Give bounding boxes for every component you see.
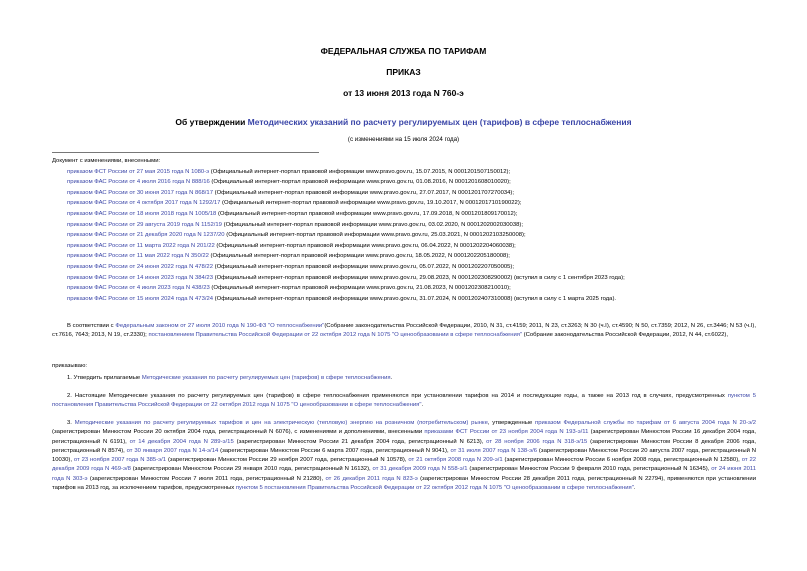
document-type: ПРИКАЗ (386, 67, 421, 77)
amendment-text: (Официальный интернет-портал правовой информации www.pravo.gov.ru, 19.10.2017, N 0001201710190022); (220, 200, 522, 207)
amendment-link[interactable]: приказом ФАС России от 4 июля 2023 года N 438/23 (67, 285, 210, 292)
title-link[interactable]: Методических указаний по расчету регулируемых цен (тарифов) в сфере теплоснабжения (247, 117, 632, 127)
clause-text: (зарегистрирован Минюстом России 29 ноября 2007 года, регистрационный N 10578), (166, 457, 409, 464)
clause-text: (зарегистрирован Минюстом России 6 марта 2007 года, регистрационный N 9041), (218, 447, 451, 454)
preamble-paragraph (52, 322, 756, 341)
amendment-text: (Официальный интернет-портал правовой информации www.pravo.gov.ru, 17.09.2018, N 0001201809170012); (216, 210, 518, 217)
preamble-text: (Собрание законодательства Российской Федерации, 2010, N 31, ст.4159; 2011, N 23, ст.3263; N 30 (ч.I), ст.4590; N 50, ст.7359; 2012, N 26, ст.3446; N 53 (ч.I), ст.7616, 7643; 2013, N 19, ст.2330); (52, 323, 756, 339)
amendment-item (52, 188, 752, 199)
amendment-text: (Официальный интернет-портал правовой информации www.pravo.gov.ru, 06.04.2022, N 0001202204060038); (214, 242, 516, 249)
amendment-link[interactable]: приказом ФСТ России от 27 мая 2015 года N 1080-э (67, 168, 210, 175)
document-title (0, 117, 807, 127)
amendment-text: (Официальный интернет-портал правовой информации www.pravo.gov.ru, 25.03.2021, N 0001202103250008); (224, 232, 526, 239)
amendment-text: (Официальный интернет-портал правовой информации www.pravo.gov.ru, 31.07.2024, N 0001202407310008) (вступил в силу с 1 марта 2025 года). (213, 295, 617, 302)
amendment-text: (Официальный интернет-портал правовой информации www.pravo.gov.ru, 03.02.2020, N 0001202002030038); (221, 221, 523, 228)
clause-text: (зарегистрирован Минюстом России 16 декабря 2004 года, регистрационный N 6191), (52, 429, 756, 445)
amendment-item (52, 251, 752, 262)
document-date: от 13 июня 2013 года N 760-э (343, 88, 464, 98)
clause-text: (зарегистрирован Минюстом России 28 декабря 2011 года, регистрационный N 22794), применяются при установлении тарифов на 2013 год, за исключением тарифов, предусмотренных (52, 475, 756, 492)
title-prefix: Об утверждении (175, 117, 248, 127)
clause-1 (52, 374, 756, 383)
clause-link[interactable]: от 21 октября 2008 года N 209-э/1 (408, 457, 503, 464)
amendment-text: (Официальный интернет-портал правовой информации www.pravo.gov.ru, 29.08.2023, N 0001202308290002) (вступил в силу с 1 сентября 2023 года); (213, 274, 625, 281)
preamble-text: В соответствии с (67, 323, 116, 329)
amendment-link[interactable]: приказом ФАС России от 24 июня 2022 года N 478/22 (67, 263, 213, 270)
clause-link[interactable]: от 23 ноября 2007 года N 385-э/1 (73, 457, 167, 464)
clause-text: (зарегистрирован Минюстом России 21 декабря 2004 года, регистрационный N 6213), (233, 438, 487, 445)
amendment-item (52, 262, 752, 273)
amendment-item (52, 294, 752, 305)
clause-text: (зарегистрирован Минюстом России 20 октября 2004 года, регистрационный N 6076), с изменениями и дополнениями, внесенными (52, 429, 425, 436)
clause-text: 1. Утвердить прилагаемые (67, 375, 142, 381)
decree-clause-link[interactable]: пунктом 5 постановления Правительства Российской Федерации от 22 октября 2012 года N 1075 "О ценообразовании в сфере теплоснабжения" (52, 393, 756, 409)
clause-text: (зарегистрирован Минюстом России 8 декабря 2006 года, регистрационный N 8574), (52, 438, 757, 454)
amendment-item (52, 209, 752, 220)
clause-text: 3. (67, 420, 75, 426)
revision-note: (с изменениями на 15 июля 2024 года) (347, 136, 460, 143)
amendments-heading: Документ с изменениями, внесенными: (52, 158, 161, 164)
clause-link[interactable]: от 26 декабря 2011 года N 823-э (325, 475, 418, 482)
clause-text: (зарегистрирован Минюстом России 7 июля 2011 года, регистрационный N 21280), (87, 475, 326, 482)
clause-text: . (390, 375, 393, 381)
guidelines-link[interactable]: Методические указания по расчету регулируемых цен (тарифов) в сфере теплоснабжения (141, 375, 391, 381)
amendment-item (52, 230, 752, 241)
amendment-item (52, 241, 752, 252)
divider-line (52, 152, 319, 153)
amendment-text: (Официальный интернет-портал правовой информации www.pravo.gov.ru, 18.05.2022, N 0001202205180008); (208, 253, 510, 260)
clause-text: 2. Настоящие Методические указания по расчету регулируемых цен (тарифов) в сфере теплоснабжения применяются при установлении тарифов на 2014 и последующие годы, а также на 2013 год в случаях, предусмотренных (67, 393, 728, 399)
clause-text: (зарегистрирован Минюстом России 20 августа 2007 года, регистрационный N 10030), (52, 447, 757, 464)
amendment-item (52, 167, 752, 178)
clause-link[interactable]: от 31 декабря 2009 года N 558-э/1 (372, 466, 468, 473)
federal-law-link[interactable]: Федеральным законом от 27 июля 2010 года N 190-ФЗ "О теплоснабжении" (115, 323, 325, 329)
clause-link[interactable]: от 14 декабря 2004 года N 289-э/15 (129, 438, 234, 445)
government-decree-link[interactable]: постановлением Правительства Российской Федерации от 22 октября 2012 года N 1075 "О ценообразовании в сфере теплоснабжения" (148, 332, 523, 339)
clause-text: . (633, 485, 636, 492)
clause-text: (зарегистрирован Минюстом России 9 февраля 2010 года, регистрационный N 16345), (467, 466, 712, 473)
amendment-link[interactable]: приказом ФАС России от 29 августа 2019 года N 1152/19 (67, 221, 222, 228)
clause-link[interactable]: от 31 июля 2007 года N 138-э/6 (450, 447, 538, 454)
clause-link[interactable]: от 28 ноября 2006 года N 318-э/15 (486, 438, 588, 445)
amendment-link[interactable]: приказом ФАС России от 30 июня 2017 года N 868/17 (67, 189, 213, 196)
amendment-text: (Официальный интернет-портал правовой информации www.pravo.gov.ru, 27.07.2017, N 0001201707270034); (213, 189, 515, 196)
amendment-link[interactable]: приказом ФАС России от 14 июня 2023 года N 384/23 (67, 274, 213, 281)
amendment-link[interactable]: приказом ФАС России от 18 июля 2018 года N 1005/18 (67, 210, 217, 217)
amendment-link[interactable]: приказом ФАС России от 11 марта 2022 года N 201/22 (67, 242, 215, 249)
amendment-text: (Официальный интернет-портал правовой информации www.pravo.gov.ru, 05.07.2022, N 0001202207050005); (213, 263, 515, 270)
clause-link[interactable]: приказом Федеральной службы по тарифам от 6 августа 2004 года N 20-э/2 (535, 420, 756, 426)
amendment-text: (Официальный интернет-портал правовой информации www.pravo.gov.ru, 15.07.2015, N 0001201507150012); (209, 168, 511, 175)
clause-link[interactable]: Методические указания по расчету регулируемых тарифов и цен на электрическую (тепловую) энергию на розничном (потребительском) рынке (74, 420, 488, 426)
clause-link[interactable]: от 24 июня 2011 года N 303-э (52, 466, 756, 482)
clause-link[interactable]: приказами ФСТ России от 23 ноября 2004 года N 193-э/11 (424, 429, 589, 436)
amendments-list (52, 156, 752, 304)
agency-name: ФЕДЕРАЛЬНАЯ СЛУЖБА ПО ТАРИФАМ (320, 46, 487, 56)
amendment-link[interactable]: приказом ФАС России от 21 декабря 2020 года N 1237/20 (67, 232, 225, 239)
amendment-link[interactable]: приказом ФАС России от 15 июля 2024 года N 473/24 (67, 295, 214, 302)
clause-link[interactable]: от 22 декабря 2009 года N 469-э/8 (52, 457, 756, 473)
amendment-link[interactable]: приказом ФАС России от 4 июля 2016 года N 888/16 (67, 179, 210, 186)
clause-text: , утвержденные (487, 420, 536, 426)
amendment-item (52, 177, 752, 188)
clause-link[interactable]: пунктом 5 постановления Правительства Российской Федерации от 22 октября 2012 года N 1075 "О ценообразовании в сфере теплоснабжения" (235, 485, 634, 492)
clause-link[interactable]: от 30 января 2007 года N 14-э/14 (126, 447, 219, 454)
amendment-link[interactable]: приказом ФАС России от 4 октября 2017 года N 1292/17 (67, 200, 221, 207)
amendment-link[interactable]: приказом ФАС России от 11 мая 2022 года N 350/22 (67, 253, 209, 260)
preamble-text: (Собрание законодательства Российской Федерации, 2012, N 44, ст.6022), (522, 332, 729, 339)
amendment-item (52, 198, 752, 209)
order-word: приказываю: (52, 363, 88, 369)
clause-text: . (421, 402, 424, 409)
clause-text: (зарегистрирован Минюстом России 29 января 2010 года, регистрационный N 16132), (130, 466, 373, 473)
clause-3 (52, 419, 756, 493)
amendment-text: (Официальный интернет-портал правовой информации www.pravo.gov.ru, 01.08.2016, N 0001201608010020); (209, 179, 511, 186)
amendment-item (52, 283, 752, 294)
amendment-item (52, 220, 752, 231)
clause-text: (зарегистрирован Минюстом России 6 ноября 2008 года, регистрационный N 12580), (502, 457, 742, 464)
clause-2 (52, 392, 756, 411)
amendment-item (52, 273, 752, 284)
amendment-text: (Официальный интернет-портал правовой информации www.pravo.gov.ru, 21.08.2023, N 0001202308210010); (209, 285, 511, 292)
